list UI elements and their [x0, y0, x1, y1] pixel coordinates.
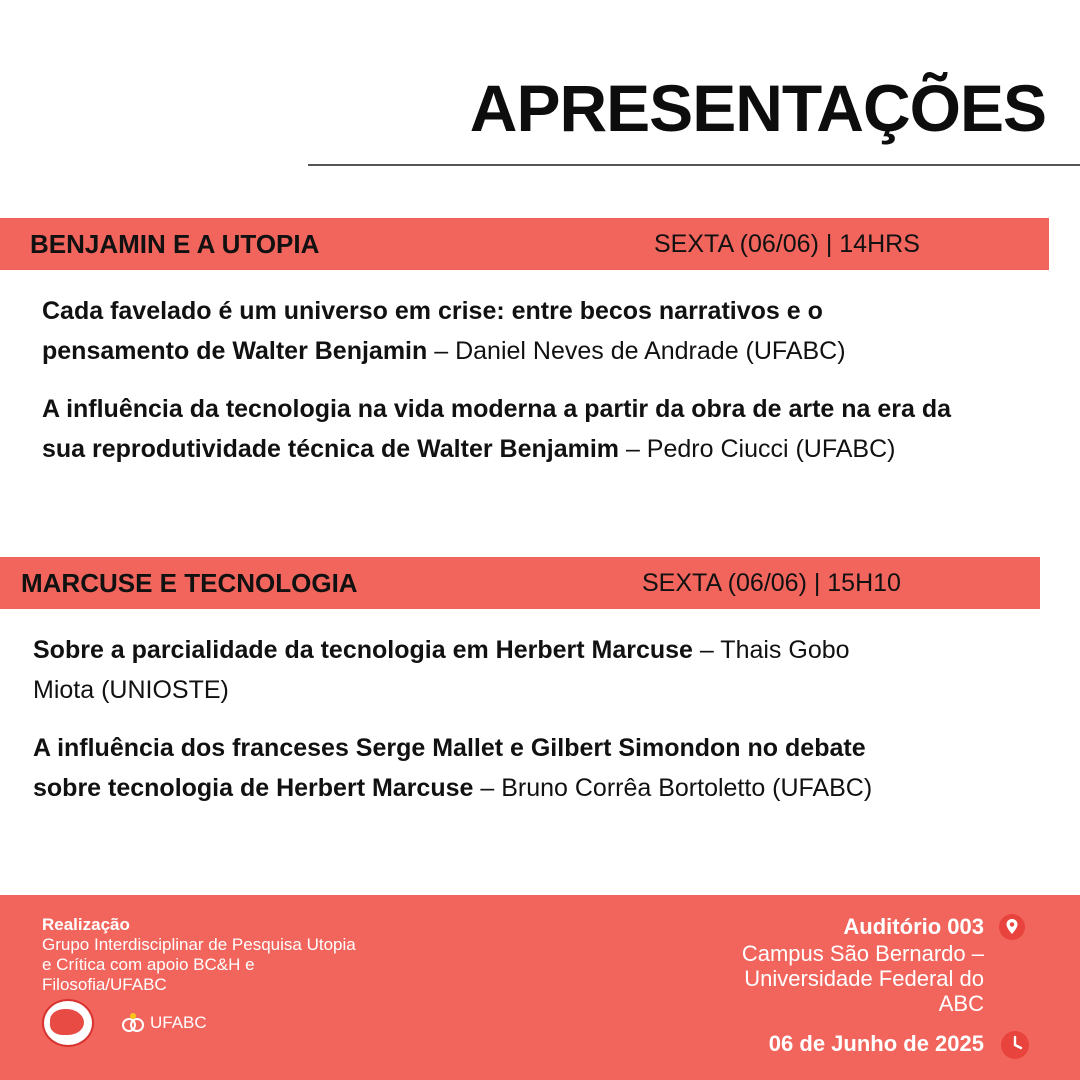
venue-block [724, 913, 984, 1016]
session-title: BENJAMIN E A UTOPIA [30, 228, 320, 259]
talk-author: – Bruno Corrêa Bortoletto (UFABC) [473, 774, 873, 802]
talk-title: A influência da tecnologia na vida moderna a partir da obra de arte na era da sua reprodutividade técnica de Walter Benjamim [42, 395, 952, 463]
session-header-marcuse [0, 557, 1040, 609]
talk-item [42, 389, 952, 469]
talk-item [42, 291, 972, 371]
organizer-block [42, 915, 362, 995]
footer [0, 895, 1080, 1080]
session-time: SEXTA (06/06) | 15H10 [642, 568, 901, 597]
ufabc-logo [120, 1010, 207, 1036]
talk-author: – Pedro Ciucci (UFABC) [619, 435, 896, 463]
ufabc-logo-text: UFABC [150, 1013, 207, 1032]
clock-icon [1000, 1030, 1030, 1060]
talk-item [33, 728, 893, 808]
talk-title: Sobre a parcialidade da tecnologia em Herbert Marcuse [33, 636, 693, 664]
title-divider [308, 164, 1080, 166]
session-time: SEXTA (06/06) | 14HRS [654, 229, 920, 258]
talk-author: – Thais Gobo Miota (UNIOSTE) [33, 636, 850, 704]
talk-title: Cada favelado é um universo em crise: entre becos narrativos e o pensamento de Walter Benjamin [42, 297, 823, 365]
talk-title: A influência dos franceses Serge Mallet e Gilbert Simondon no debate sobre tecnologia de Herbert Marcuse [33, 734, 866, 802]
venue-address: Campus São Bernardo – Universidade Federal do ABC [741, 941, 984, 1016]
organizer-heading: Realização [42, 915, 130, 934]
organizer-text: Grupo Interdisciplinar de Pesquisa Utopia e Crítica com apoio BC&H e Filosofia/UFABC [42, 935, 356, 994]
location-pin-icon [998, 913, 1026, 941]
event-date: 06 de Junho de 2025 [768, 1031, 984, 1056]
venue-name: Auditório 003 [843, 914, 984, 939]
session-header-benjamin [0, 218, 1049, 270]
utopia-critica-logo [42, 999, 94, 1047]
talk-author: – Daniel Neves de Andrade (UFABC) [427, 337, 846, 365]
session-title: MARCUSE E TECNOLOGIA [21, 567, 358, 598]
page-title: APRESENTAÇÕES [469, 71, 1046, 145]
talk-item [33, 630, 903, 710]
ufabc-rings-icon [120, 1010, 146, 1036]
logo-row [42, 997, 207, 1049]
